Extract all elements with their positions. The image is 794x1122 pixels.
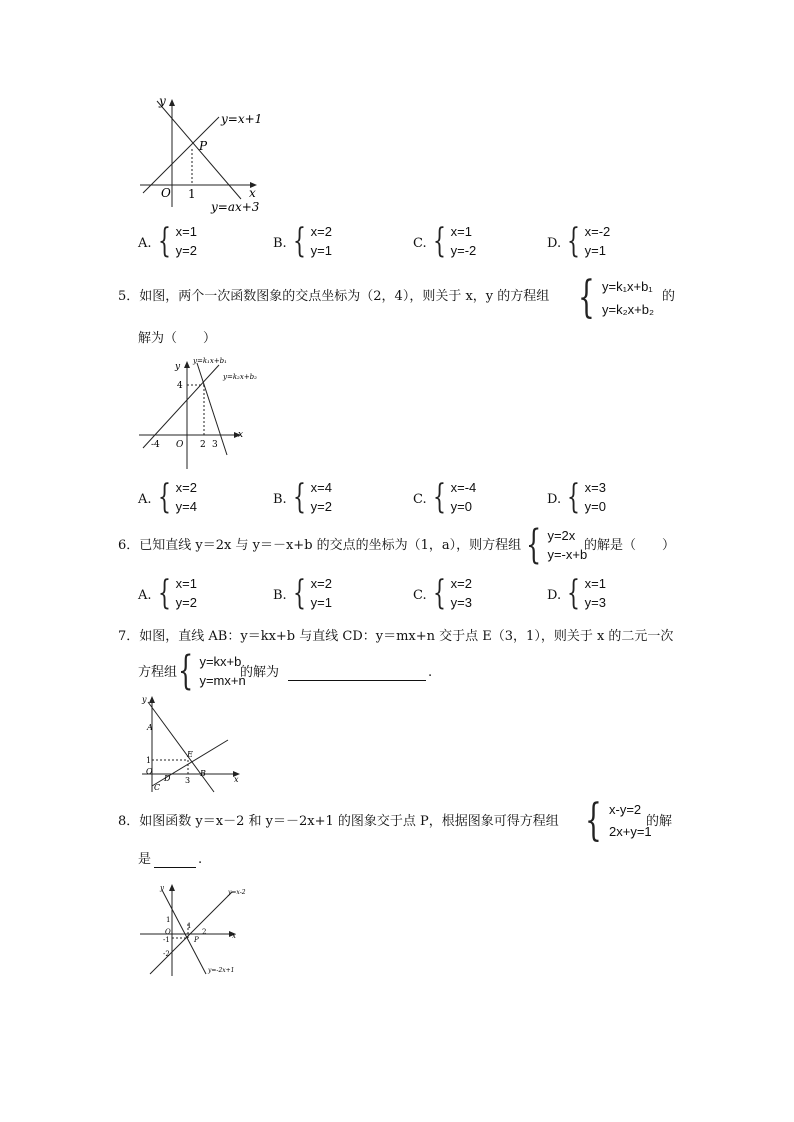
q6-text xyxy=(118,537,521,555)
system-line: y=-x+b xyxy=(547,547,588,562)
q5-system: { y=k₁x+b₁ y=k₂x+b₂ xyxy=(578,272,655,323)
option-line: y=-2 xyxy=(450,243,477,258)
point-p-label: P xyxy=(194,936,199,944)
point-b-label: B xyxy=(200,769,206,778)
option-letter: A. xyxy=(138,236,152,251)
option-line: y=0 xyxy=(584,499,606,514)
line1-label: y=x-2 xyxy=(228,889,246,896)
option-line: y=3 xyxy=(450,595,472,610)
q7-graph xyxy=(138,690,250,794)
system-line: y=k₁x+b₁ xyxy=(602,279,653,294)
option-line: x=-4 xyxy=(450,480,477,495)
option-line: y=2 xyxy=(310,499,332,514)
q5-graph xyxy=(135,355,280,473)
q8-end: . xyxy=(198,852,203,867)
answer-blank[interactable] xyxy=(154,851,196,868)
y-axis-label: y xyxy=(159,95,166,108)
line2-label: y=k₂x+b₂ xyxy=(223,373,257,381)
q6-after: 的解是（ ） xyxy=(584,538,676,553)
line2-label: y=-2x+1 xyxy=(208,967,235,974)
q7-text xyxy=(118,628,673,646)
question-text: 已知直线 y＝2x 与 y＝－x+b 的交点的坐标为（1，a），则方程组 xyxy=(139,538,522,553)
point-a-label: A xyxy=(147,723,153,732)
question-text: 如图，两个一次函数图象的交点坐标为（2，4），则关于 x，y 的方程组 xyxy=(139,289,550,304)
point-e-label: E xyxy=(187,750,193,759)
point-p-label: P xyxy=(199,139,208,153)
system-line: y=mx+n xyxy=(199,673,246,688)
x-axis-label: x xyxy=(238,430,244,440)
q5-line2: 解为（ ） xyxy=(138,331,217,346)
option-line: y=3 xyxy=(584,595,606,610)
x-axis-label: x xyxy=(249,186,256,200)
system-line: y=kx+b xyxy=(199,654,242,669)
answer-blank[interactable] xyxy=(288,664,426,681)
option-line: x=2 xyxy=(310,224,332,239)
option-letter: B. xyxy=(273,236,287,251)
x-tick-label: 3 xyxy=(212,440,218,450)
y-axis-label: y xyxy=(142,695,147,704)
line1-label: y=k₁x+b₁ xyxy=(193,357,227,365)
option-line: x=1 xyxy=(584,576,606,591)
option-letter: A. xyxy=(138,588,152,603)
option-letter: C. xyxy=(413,492,427,507)
option-line: y=1 xyxy=(310,243,332,258)
option-line: x=2 xyxy=(450,576,472,591)
x-tick-label: -4 xyxy=(151,440,160,450)
option-line: y=4 xyxy=(175,499,197,514)
y-tick-label: -2 xyxy=(163,950,170,958)
q7-line2-prefix: 方程组 xyxy=(138,665,178,680)
option-line: x=2 xyxy=(310,576,332,591)
y-axis-label: y xyxy=(160,884,164,892)
origin-label: O xyxy=(161,186,171,200)
y-tick-label: 1 xyxy=(146,756,152,765)
origin-label: O xyxy=(176,440,184,450)
system-line: 2x+y=1 xyxy=(609,824,652,839)
line2-label: y=ax+3 xyxy=(211,200,260,214)
option-letter: D. xyxy=(547,492,562,507)
option-line: x=1 xyxy=(175,576,197,591)
q5-options: A. { x=2 y=4 B. { x=4 y=2 C. { x=-4 y=0 D. { x=3 y=0 xyxy=(138,477,606,517)
option-letter: D. xyxy=(547,236,562,251)
x-tick-label: 1 xyxy=(187,922,192,930)
q8-line2-prefix: 是 xyxy=(138,852,152,867)
point-d-label: D xyxy=(164,774,171,783)
option-line: x=2 xyxy=(175,480,197,495)
system-line: x-y=2 xyxy=(609,802,642,817)
q8-after: 的解 xyxy=(646,814,673,829)
option-line: y=0 xyxy=(450,499,472,514)
y-tick-label: 1 xyxy=(166,916,171,924)
q4-options: A. { x=1 y=2 B. { x=2 y=1 C. { x=1 y=-2 D. { x=-2 y=1 xyxy=(138,221,611,261)
x-tick-label: 2 xyxy=(202,928,207,936)
option-line: x=-2 xyxy=(584,224,611,239)
option-line: y=2 xyxy=(175,595,197,610)
x-axis-label: x xyxy=(232,932,236,940)
y-tick-label: 4 xyxy=(177,381,183,391)
q6-system: { y=2x y=-x+b xyxy=(526,522,588,568)
option-line: x=4 xyxy=(310,480,332,495)
option-line: x=3 xyxy=(584,480,606,495)
option-letter: C. xyxy=(413,236,427,251)
question-number: 7． xyxy=(118,629,140,644)
y-axis-label: y xyxy=(175,362,181,372)
origin-label: O xyxy=(165,928,171,936)
option-letter: C. xyxy=(413,588,427,603)
q7-end: . xyxy=(428,665,433,680)
q7-after: 的解为 xyxy=(240,665,280,680)
option-letter: B. xyxy=(273,492,287,507)
option-line: x=1 xyxy=(175,224,197,239)
tick-label: 1 xyxy=(188,187,196,201)
x-axis-label: x xyxy=(234,775,239,784)
point-c-label: C xyxy=(154,783,161,792)
question-text: 如图函数 y＝x－2 和 y＝－2x+1 的图象交于点 P，根据图象可得方程组 xyxy=(139,814,559,829)
line1-label: y=x+1 xyxy=(221,112,263,126)
q5-after: 的 xyxy=(662,289,676,304)
q7-system: { y=kx+b y=mx+n xyxy=(178,648,246,694)
x-tick-label: 3 xyxy=(185,776,191,785)
q4-graph xyxy=(135,95,275,215)
system-line: y=2x xyxy=(547,528,576,543)
question-number: 8． xyxy=(118,814,140,829)
question-number: 5． xyxy=(118,289,140,304)
option-letter: B. xyxy=(273,588,287,603)
option-line: x=1 xyxy=(450,224,472,239)
q5-text xyxy=(118,288,549,306)
option-letter: D. xyxy=(547,588,562,603)
x-tick-label: 2 xyxy=(200,440,206,450)
option-line: y=1 xyxy=(584,243,606,258)
q8-text xyxy=(118,813,559,831)
option-line: y=2 xyxy=(175,243,197,258)
option-letter: A. xyxy=(138,492,152,507)
question-text: 如图，直线 AB：y＝kx+b 与直线 CD：y＝mx+n 交于点 E（3，1），则关于 x 的二元一次 xyxy=(139,629,674,644)
question-number: 6． xyxy=(118,538,140,553)
system-line: y=k₂x+b₂ xyxy=(602,302,655,317)
origin-label: O xyxy=(146,767,153,776)
q8-system: { x-y=2 2x+y=1 xyxy=(585,795,652,846)
q6-options: A. { x=1 y=2 B. { x=2 y=1 C. { x=2 y=3 D. { x=1 y=3 xyxy=(138,573,606,613)
y-tick-label: -1 xyxy=(163,936,170,944)
q8-graph xyxy=(138,878,250,978)
option-line: y=1 xyxy=(310,595,332,610)
